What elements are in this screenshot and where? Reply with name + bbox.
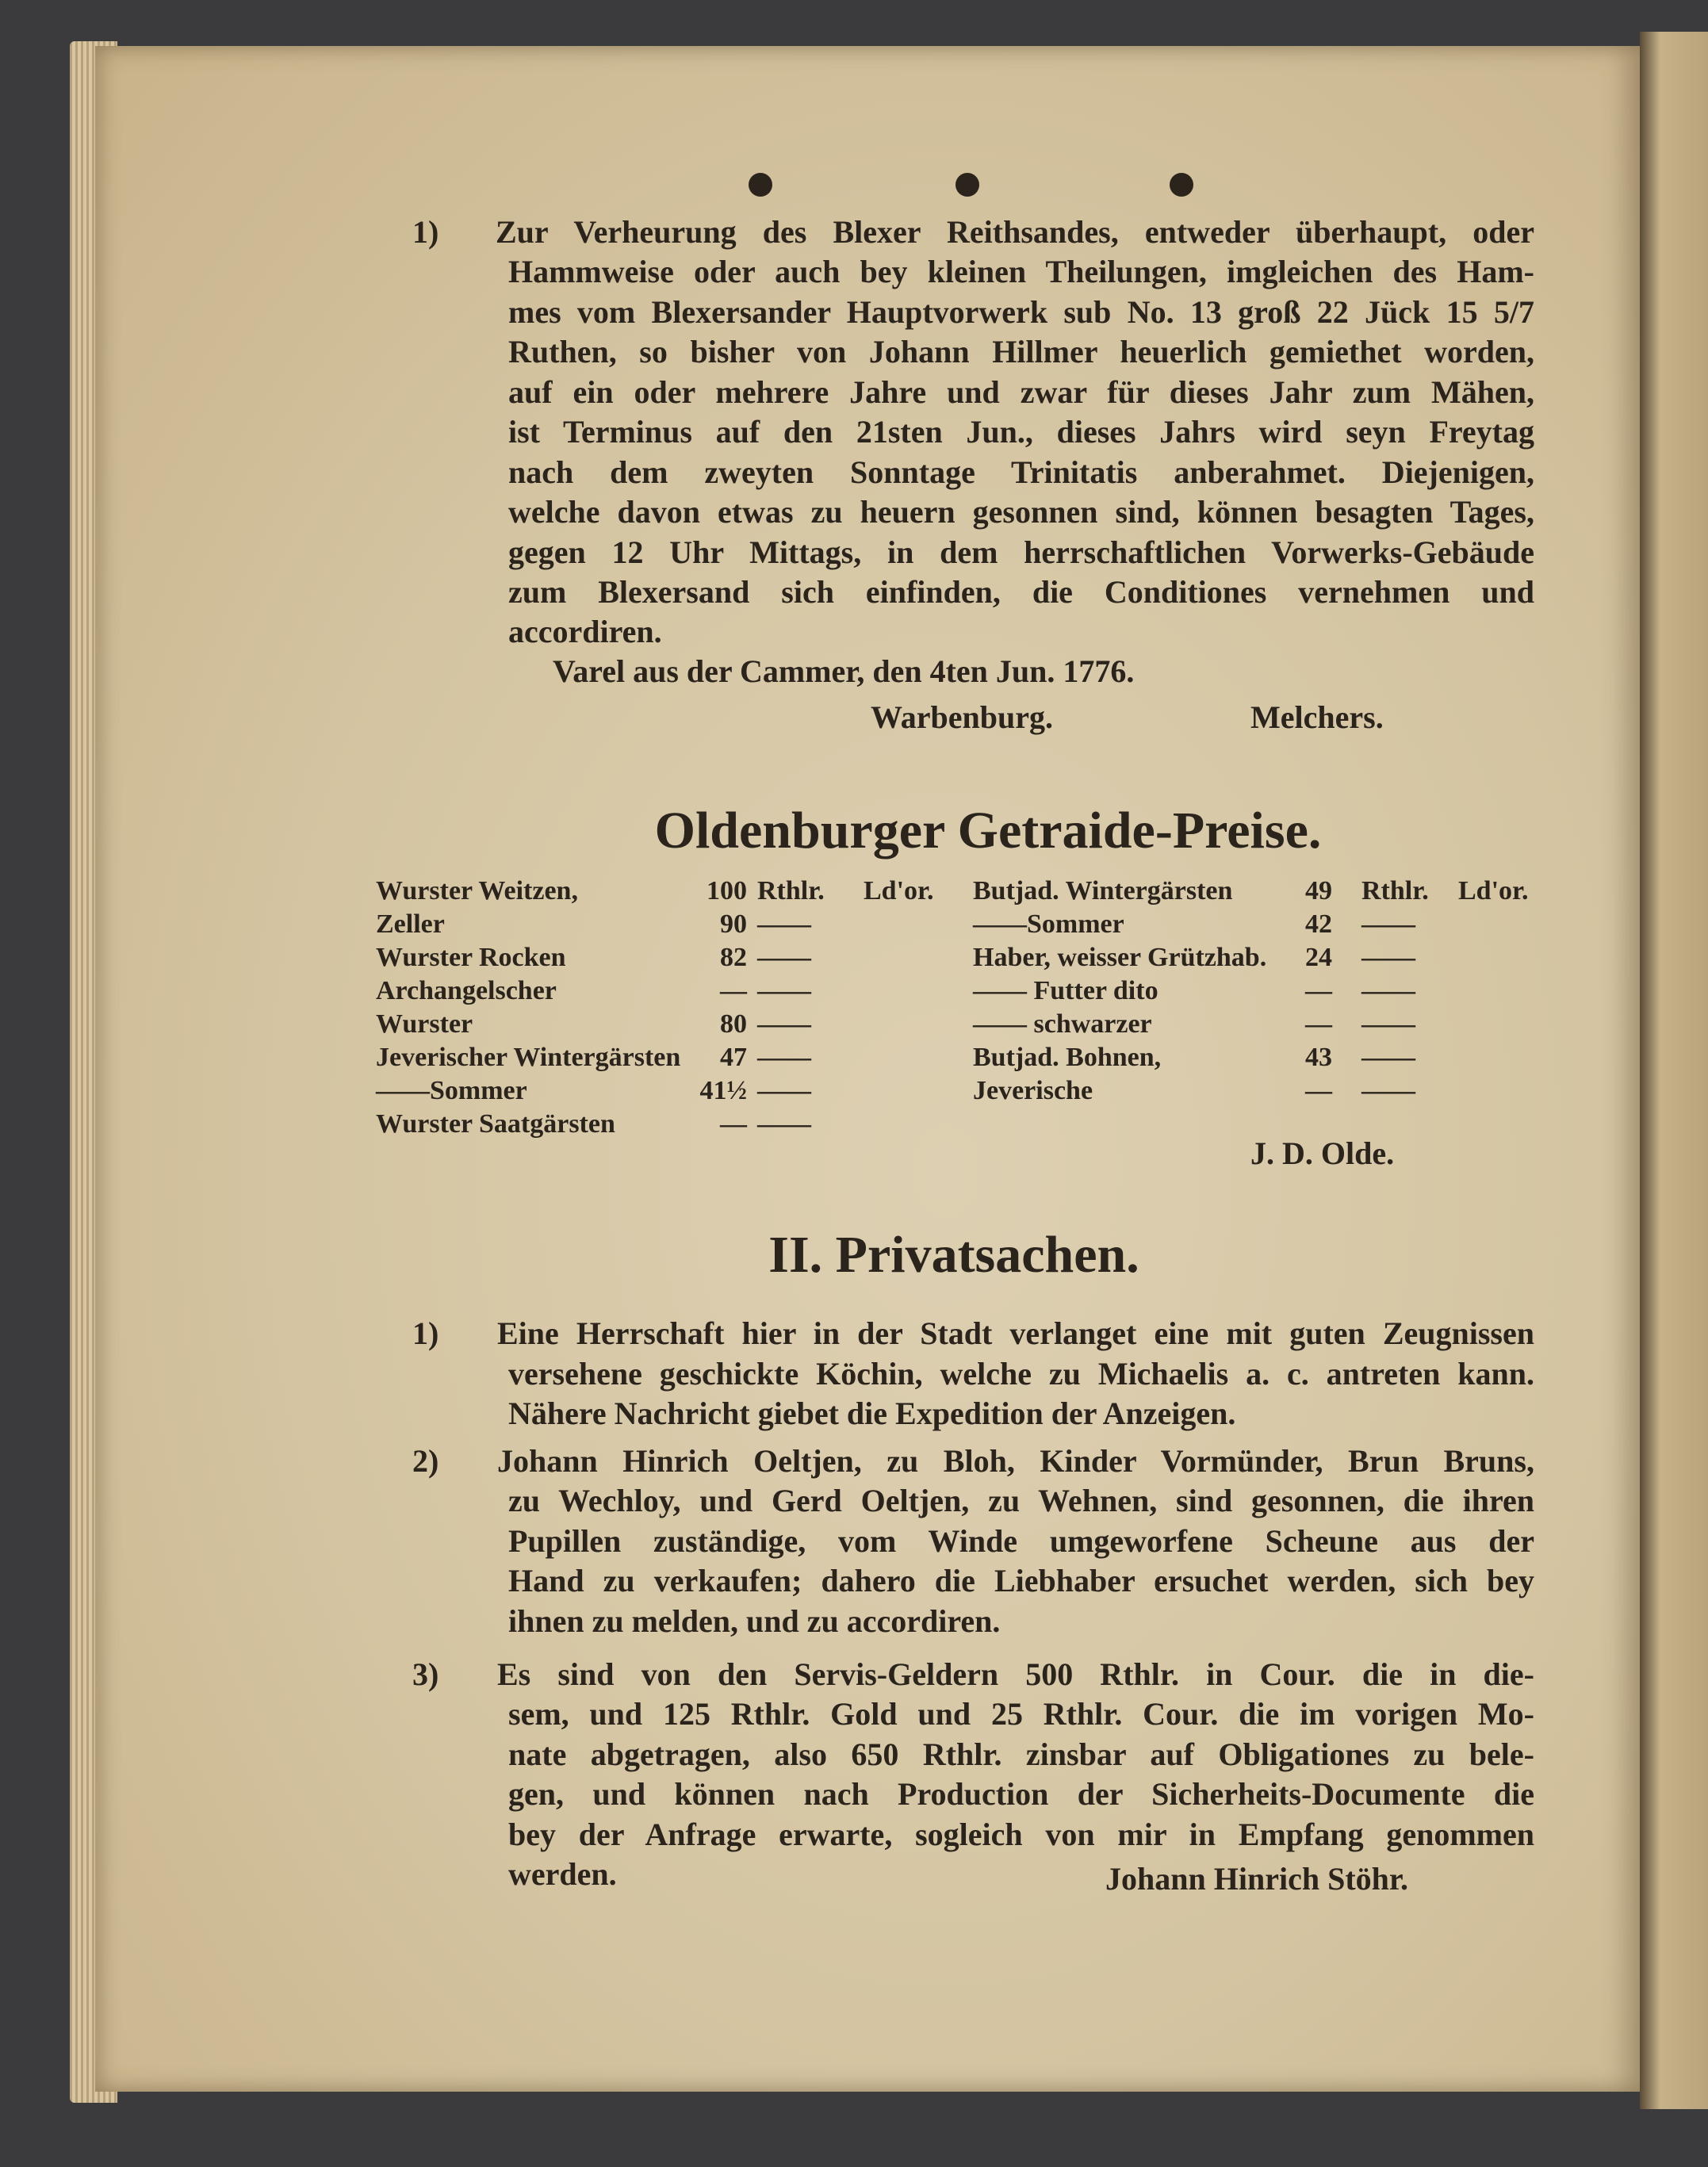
text-line: auf ein oder mehrere Jahre und zwar für dieses Jahr zum Mähen, xyxy=(508,374,1534,410)
price-name: Jeverischer Wintergärsten xyxy=(376,1043,681,1072)
price-value: 82 xyxy=(720,943,747,972)
price-name: —— schwarzer xyxy=(973,1009,1152,1039)
ornament-dot xyxy=(749,173,772,197)
text-line: Pupillen zuständige, vom Winde umgeworfene Scheune aus der xyxy=(508,1523,1534,1559)
signature-melchers: Melchers. xyxy=(1250,699,1384,735)
text-line: Eine Herrschaft hier in der Stadt verlanget eine mit guten Zeugnissen xyxy=(497,1315,1534,1351)
facing-page-edge xyxy=(1640,32,1708,2109)
price-name: Zeller xyxy=(376,909,445,939)
price-name: Wurster Rocken xyxy=(376,943,566,972)
price-value: 100 xyxy=(707,876,747,905)
ditto-dash: —— xyxy=(1361,976,1415,1005)
ditto-dash: —— xyxy=(1361,943,1415,972)
text-line: zum Blexersand sich einfinden, die Conditiones vernehmen und xyxy=(508,574,1534,610)
text-line: accordiren. xyxy=(508,614,662,649)
price-name: Wurster xyxy=(376,1009,473,1039)
ditto-dash: —— xyxy=(757,1109,811,1139)
price-name: Archangelscher xyxy=(376,976,557,1005)
prices-heading: Oldenburger Getraide-Preise. xyxy=(654,802,1322,860)
text-line: sem, und 125 Rthlr. Gold und 25 Rthlr. Cour. die im vorigen Mo- xyxy=(508,1696,1534,1732)
text-line: Nähere Nachricht giebet die Expedition der Anzeigen. xyxy=(508,1396,1236,1431)
text-line: Zur Verheurung des Blexer Reithsandes, entweder überhaupt, oder xyxy=(496,214,1534,250)
text-line: welche davon etwas zu heuern gesonnen sind, können besagten Tages, xyxy=(508,494,1534,530)
price-name: —— Futter dito xyxy=(973,976,1158,1005)
ditto-dash: —— xyxy=(757,976,811,1005)
ditto-dash: —— xyxy=(757,943,811,972)
price-value: 49 xyxy=(1305,876,1332,905)
ditto-dash: —— xyxy=(757,909,811,939)
unit-ldor: Ld'or. xyxy=(864,876,934,905)
unit-ldor: Ld'or. xyxy=(1458,876,1529,905)
price-value: 43 xyxy=(1305,1043,1332,1072)
ditto-dash: —— xyxy=(757,1076,811,1105)
text-line: Ruthen, so bisher von Johann Hillmer heuerlich gemiethet worden, xyxy=(508,334,1534,369)
text-line: zu Wechloy, und Gerd Oeltjen, zu Wehnen, sind gesonnen, die ihren xyxy=(508,1483,1534,1518)
text-line: werden. xyxy=(508,1856,617,1892)
ditto-dash: —— xyxy=(757,1043,811,1072)
price-value: — xyxy=(1305,1076,1332,1105)
price-value: 47 xyxy=(720,1043,747,1072)
price-value: 90 xyxy=(720,909,747,939)
price-value: 80 xyxy=(720,1009,747,1039)
price-value: — xyxy=(720,976,747,1005)
ditto-dash: —— xyxy=(1361,1009,1415,1039)
text-line: Hand zu verkaufen; dahero die Liebhaber ersuchet werden, sich bey xyxy=(508,1563,1534,1598)
price-value: — xyxy=(1305,976,1332,1005)
item-number: 2) xyxy=(412,1443,439,1479)
text-line: ihnen zu melden, und zu accordiren. xyxy=(508,1603,1001,1639)
price-value: 42 xyxy=(1305,909,1332,939)
ditto-dash: —— xyxy=(1361,1043,1415,1072)
item-number: 3) xyxy=(412,1656,439,1692)
price-name: Wurster Weitzen, xyxy=(376,876,578,905)
text-line: mes vom Blexersander Hauptvorwerk sub No. 13 groß 22 Jück 15 5/7 xyxy=(508,294,1534,330)
text-line: gegen 12 Uhr Mittags, in dem herrschaftlichen Vorwerks-Gebäude xyxy=(508,534,1534,570)
signature-warbenburg: Warbenburg. xyxy=(871,699,1054,735)
dateline: Varel aus der Cammer, den 4ten Jun. 1776. xyxy=(553,653,1135,689)
item-number: 1) xyxy=(412,214,439,250)
unit-rthlr: Rthlr. xyxy=(757,876,825,905)
price-name: Butjad. Wintergärsten xyxy=(973,876,1233,905)
price-value: — xyxy=(720,1109,747,1139)
text-line: ist Terminus auf den 21sten Jun., dieses Jahrs wird seyn Freytag xyxy=(508,414,1534,450)
price-value: 41½ xyxy=(699,1076,747,1105)
price-name: ——Sommer xyxy=(376,1076,527,1105)
text-line: bey der Anfrage erwarte, sogleich von mir in Empfang genommen xyxy=(508,1817,1534,1852)
text-line: Hammweise oder auch bey kleinen Theilungen, imgleichen des Ham- xyxy=(508,254,1534,289)
ditto-dash: —— xyxy=(757,1009,811,1039)
price-name: Wurster Saatgärsten xyxy=(376,1109,615,1139)
section-heading: II. Privatsachen. xyxy=(768,1226,1139,1284)
price-name: ——Sommer xyxy=(973,909,1124,939)
price-name: Haber, weisser Grützhab. xyxy=(973,943,1267,972)
price-name: Butjad. Bohnen, xyxy=(973,1043,1162,1072)
text-line: Es sind von den Servis-Geldern 500 Rthlr. in Cour. die in die- xyxy=(497,1656,1534,1692)
ornament-dot xyxy=(955,173,979,197)
price-value: — xyxy=(1305,1009,1332,1039)
prices-signature: J. D. Olde. xyxy=(1250,1135,1395,1171)
text-line: nach dem zweyten Sonntage Trinitatis anberahmet. Diejenigen, xyxy=(508,454,1534,490)
text-line: gen, und können nach Production der Sicherheits-Documente die xyxy=(508,1776,1534,1812)
price-value: 24 xyxy=(1305,943,1332,972)
text-line: nate abgetragen, also 650 Rthlr. zinsbar auf Obligationes zu bele- xyxy=(508,1736,1534,1772)
text-line: versehene geschickte Köchin, welche zu Michaelis a. c. antreten kann. xyxy=(508,1356,1534,1392)
item-number: 1) xyxy=(412,1315,439,1351)
ornament-dot xyxy=(1170,173,1193,197)
signature-stoehr: Johann Hinrich Stöhr. xyxy=(1105,1861,1408,1897)
ditto-dash: —— xyxy=(1361,1076,1415,1105)
unit-rthlr: Rthlr. xyxy=(1361,876,1429,905)
text-line: Johann Hinrich Oeltjen, zu Bloh, Kinder Vormünder, Brun Bruns, xyxy=(497,1443,1534,1479)
price-name: Jeverische xyxy=(973,1076,1093,1105)
ditto-dash: —— xyxy=(1361,909,1415,939)
